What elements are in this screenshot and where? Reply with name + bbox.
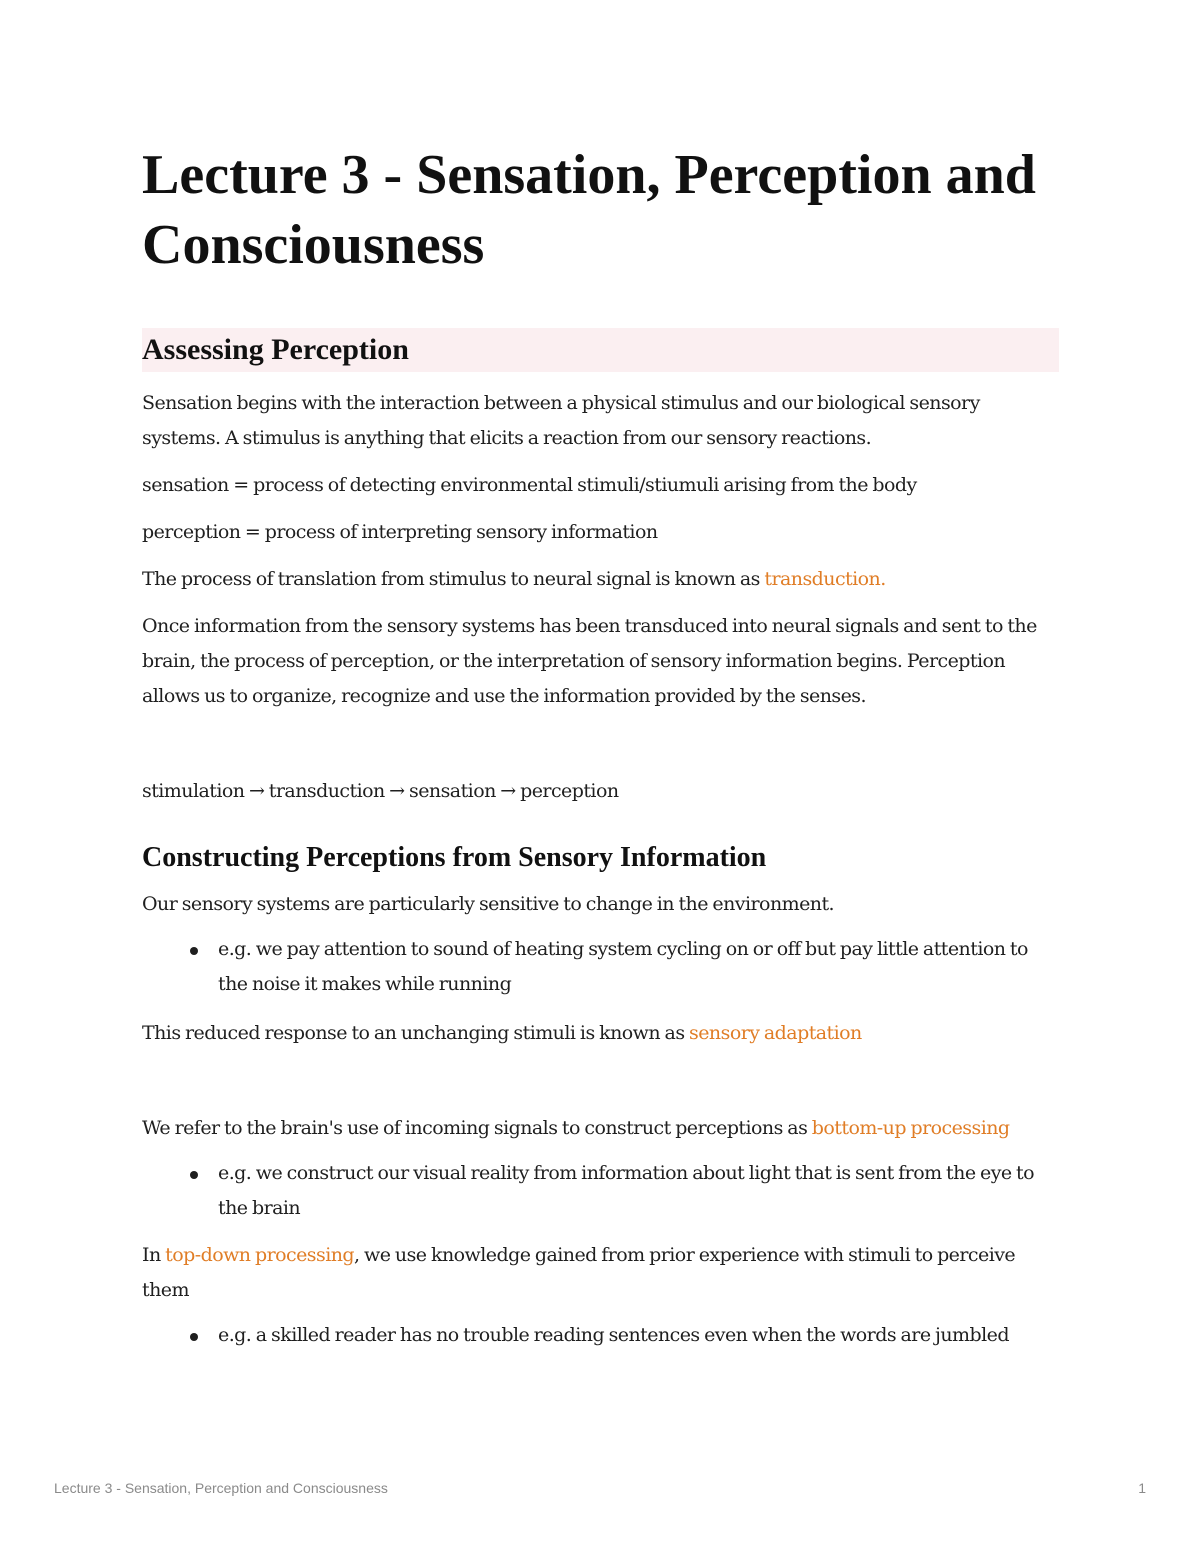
text-segment: The process of translation from stimulus to neural signal is known as <box>142 568 765 590</box>
list-item <box>218 1156 1059 1226</box>
heading-assessing-perception: Assessing Perception <box>142 328 1059 372</box>
term-top-down-processing: top-down processing <box>165 1244 355 1266</box>
text-segment: , we use knowledge gained from prior experience with stimuli to perceive them <box>142 1244 1016 1301</box>
page-title: Lecture 3 - Sensation, Perception and Consciousness <box>142 144 1036 276</box>
paragraph-transduction <box>142 562 1059 597</box>
bullet-list <box>142 1156 1059 1226</box>
paragraph-sensitive-change: Our sensory systems are particularly sensitive to change in the environment. <box>142 893 835 915</box>
bullet-list <box>142 1318 1059 1353</box>
term-bottom-up-processing: bottom-up processing <box>811 1117 1010 1139</box>
paragraph-bottom-up <box>142 1111 1059 1146</box>
list-item <box>218 932 1059 1002</box>
text-segment: This reduced response to an unchanging stimuli is known as <box>142 1022 690 1044</box>
paragraph-process-chain: stimulation → transduction → sensation → perception <box>142 780 619 802</box>
text-segment: We refer to the brain's use of incoming signals to construct perceptions as <box>142 1117 812 1139</box>
bullet-list <box>142 932 1059 1002</box>
paragraph-sensation-intro: Sensation begins with the interaction between a physical stimulus and our biological sensory systems. A stimulus is anything that elicits a reaction from our sensory reactions. <box>142 392 980 449</box>
bullet-text: e.g. a skilled reader has no trouble reading sentences even when the words are jumbled <box>218 1324 1009 1346</box>
heading-constructing-perceptions: Constructing Perceptions from Sensory Information <box>142 842 767 873</box>
paragraph-sensation-definition: sensation = process of detecting environmental stimuli/stiumuli arising from the body <box>142 474 917 496</box>
bullet-text: e.g. we pay attention to sound of heating system cycling on or off but pay little attention to the noise it makes while running <box>218 938 1028 995</box>
list-item <box>218 1318 1059 1353</box>
page-number: 1 <box>1138 1480 1146 1496</box>
paragraph-top-down <box>142 1238 1059 1308</box>
bullet-icon <box>190 947 198 955</box>
text-segment: In <box>142 1244 166 1266</box>
page-footer <box>54 1480 1146 1496</box>
footer-title: Lecture 3 - Sensation, Perception and Consciousness <box>54 1480 388 1496</box>
paragraph-sensory-adaptation <box>142 1016 1059 1051</box>
bullet-text: e.g. we construct our visual reality from information about light that is sent from the eye to the brain <box>218 1162 1035 1219</box>
bullet-icon <box>190 1171 198 1179</box>
document-page <box>142 140 1059 1353</box>
paragraph-perception-process: Once information from the sensory systems has been transduced into neural signals and sent to the brain, the process of perception, or the interpretation of sensory information begins. Perception allows us to organize, recognize and use the information provided by the senses. <box>142 615 1037 707</box>
term-transduction: transduction. <box>764 568 886 590</box>
term-sensory-adaptation: sensory adaptation <box>689 1022 862 1044</box>
bullet-icon <box>190 1333 198 1341</box>
paragraph-perception-definition: perception = process of interpreting sensory information <box>142 521 658 543</box>
